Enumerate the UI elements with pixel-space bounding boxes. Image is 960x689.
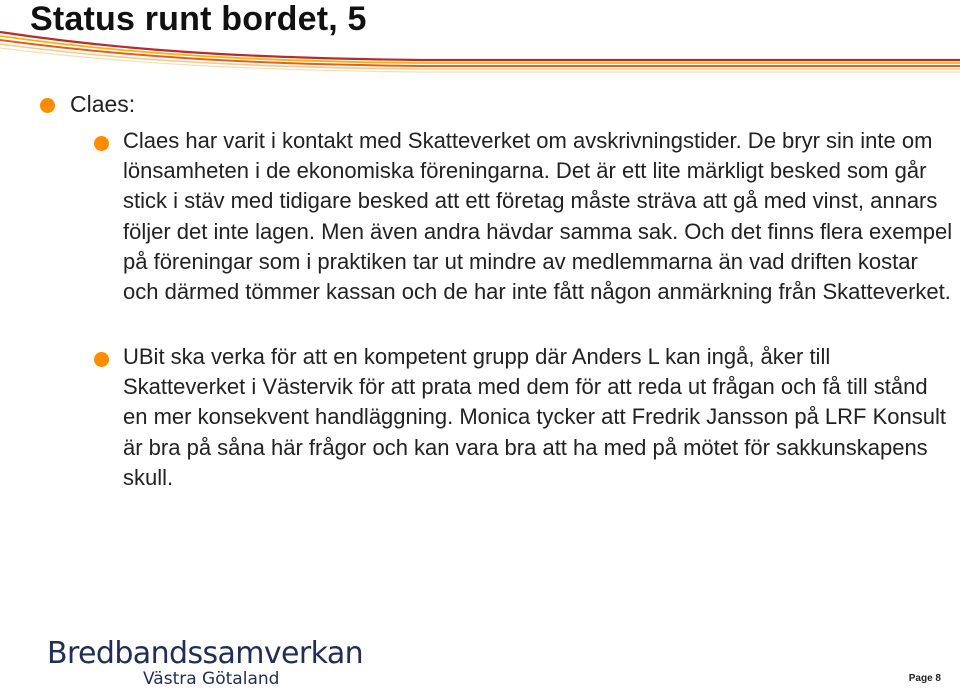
footer-logo [47,636,364,689]
bullet-level1-claes: Claes: [70,91,136,117]
bullet-dot-level2-2 [94,352,109,367]
logo-sub-text: Västra Götaland [143,669,280,689]
bullet-level2-2: UBit ska verka för att en kompetent grupp där Anders L kan ingå, åker till Skatteverket i Västervik för att prata med dem för att reda ut frågan och få till stånd en mer konsekvent handläggning. Monica tycker att Fredrik Jansson på LRF Konsult är bra på såna här frågor och kan vara bra att ha med på mötet för sakkunskapens skull. [123,344,946,490]
bullet-level2-1: Claes har varit i kontakt med Skatteverket om avskrivningstider. De bryr sin inte om lönsamheten i de ekonomiska föreningarna. Det är ett lite märkligt besked som går stick i stäv med tidigare besked att ett företag måste sträva att gå med vinst, annars följer det inte lagen. Men även andra hävdar samma sak. Och det finns flera exempel på föreningar som i praktiken tar ut mindre av medlemmarna än vad driften kostar och därmed tömmer kassan och de har inte fått någon anmärkning från Skatteverket. [123,128,953,305]
logo-main-text: Bredbandssamverkan [47,636,364,671]
slide-title: Status runt bordet, 5 [30,0,367,38]
bullet-dot-level2-1 [94,136,109,151]
bullet-dot-level1 [40,98,55,113]
page-number: Page 8 [908,673,941,684]
decorative-stripes [0,28,960,78]
